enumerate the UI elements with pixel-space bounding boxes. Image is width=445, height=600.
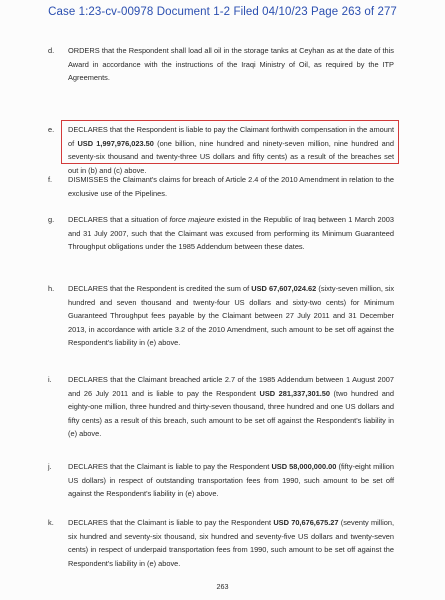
paragraph-letter: f. [48, 175, 53, 184]
paragraph-amount: USD 70,676,675.27 [273, 518, 339, 527]
paragraph-d [48, 44, 394, 85]
paragraph-text: ORDERS that the Respondent shall load all oil in the storage tanks at Ceyhan as at the date of this Award in accordance with the instructions of the Iraqi Ministry of Oil, as required by the ITP Agreements. [68, 46, 394, 83]
paragraph-i [48, 373, 395, 441]
paragraph-letter: e. [48, 125, 55, 134]
paragraph-letter: d. [48, 46, 55, 55]
paragraph-text: DECLARES that the Claimant is liable to pay the Respondent [68, 462, 272, 471]
case-header: Case 1:23-cv-00978 Document 1-2 Filed 04/10/23 Page 263 of 277 [48, 6, 397, 18]
paragraph-text: DISMISSES the Claimant's claims for breach of Article 2.4 of the 2010 Amendment in relation to the exclusive use of the Pipelines. [68, 175, 394, 198]
paragraph-letter: g. [48, 215, 55, 224]
paragraph-letter: k. [48, 518, 54, 527]
paragraph-text-rest: (seventy million, six hundred and seventy-six thousand, six hundred and seventy-five US dollars and twenty-seven cents) in respect of underpaid transportation fees from 1990, such amount to be set off against the Respondent's liability in (e) above. [68, 518, 394, 568]
paragraph-letter: j. [48, 462, 52, 471]
paragraph-amount: USD 281,337,301.50 [259, 388, 331, 398]
page-number: 263 [216, 582, 229, 591]
paragraph-amount: USD 1,997,976,023.50 [77, 138, 154, 148]
paragraph-text: DECLARES that the Respondent is credited the sum of [68, 284, 252, 293]
paragraph-letter: h. [48, 284, 55, 293]
paragraph-amount: USD 67,607,024.62 [251, 284, 317, 293]
paragraph-text-rest: (one billion, nine hundred and ninety-seven million, nine hundred and seventy-six thousand and twenty-three US dollars and fifty cents) as a result of the breaches set out in (b) and (c) above. [68, 138, 394, 175]
paragraph-h [48, 282, 395, 350]
paragraph-f [48, 173, 394, 200]
paragraph-text-rest: existed in the Republic of Iraq between 1 March 2003 and 31 July 2007, such that the Claimant was excused from performing its Minimum Guaranteed Throughput obligations under the 1985 Addendum between these dates. [68, 215, 394, 252]
paragraph-g [48, 213, 394, 254]
paragraph-text-rest: (fifty-eight million US dollars) in respect of outstanding transportation fees from 1990, such amount to be set off against the Respondent's liability in (e) above. [68, 462, 395, 499]
paragraph-text-rest: (two hundred and eighty-one million, three hundred and thirty-seven thousand, three hundred and one US dollars and fifty cents) as a result of this breach, such amount to be set off against the Respondent's liability in (e) above. [68, 388, 395, 439]
paragraph-text: DECLARES that the Claimant is liable to pay the Respondent [68, 518, 274, 527]
paragraph-text: DECLARES that a situation of [68, 215, 170, 224]
paragraph-text: DECLARES that the Respondent is liable to pay the Claimant forthwith compensation in the amount of [68, 125, 394, 148]
paragraph-italic: force majeure [169, 215, 215, 224]
paragraph-amount: USD 58,000,000.00 [271, 462, 337, 471]
paragraph-e [48, 123, 394, 177]
paragraph-j [48, 460, 395, 501]
paragraph-text: DECLARES that the Claimant breached article 2.7 of the 1985 Addendum between 1 August 2007 and 26 July 2011 and is liable to pay the Respondent [68, 375, 394, 398]
paragraph-k [48, 516, 394, 570]
paragraph-letter: i. [48, 375, 52, 384]
paragraph-text-rest: (sixty-seven million, six hundred and seven thousand and twenty-four US dollars and sixty-two cents) for Minimum Guaranteed Throughput fees payable by the Claimant between 27 July 2011 and 31 December 2013, in accordance with article 3.2 of the 2010 Amendment, such amount to be set off against the Respondent's liability in (e) above. [68, 284, 395, 348]
